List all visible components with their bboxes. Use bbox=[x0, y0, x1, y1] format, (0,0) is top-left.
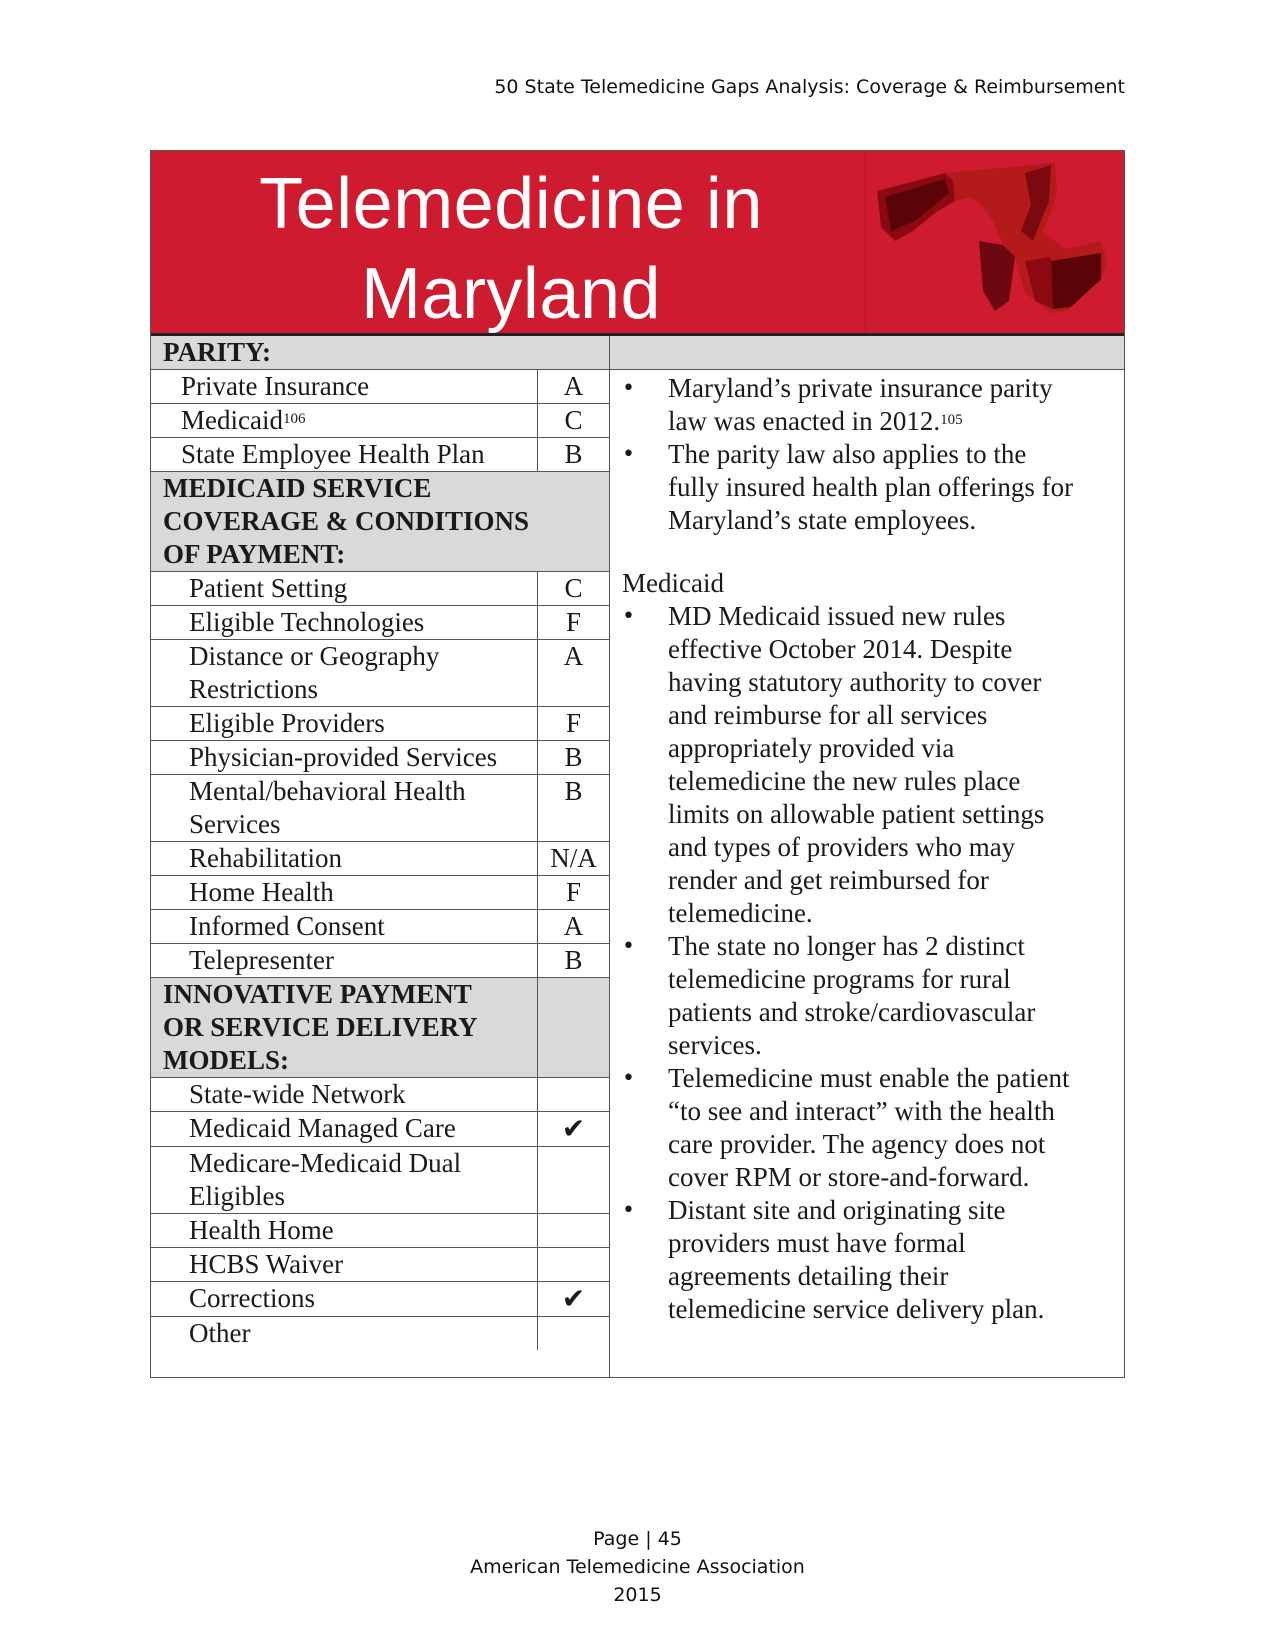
row-label: Corrections bbox=[189, 1283, 315, 1313]
row-mark bbox=[537, 1317, 609, 1350]
list-item bbox=[610, 600, 1124, 930]
table-row bbox=[151, 1112, 609, 1147]
banner-divider bbox=[865, 151, 866, 333]
row-label-line: Services bbox=[189, 809, 281, 839]
row-label-line: Distance or Geography bbox=[189, 641, 440, 671]
row-label: Medicaid Managed Care bbox=[189, 1113, 456, 1143]
running-header: 50 State Telemedicine Gaps Analysis: Coverage & Reimbursement bbox=[494, 76, 1125, 98]
note-line: fully insured health plan offerings for bbox=[668, 472, 1074, 502]
maryland-state-map-icon bbox=[875, 161, 1115, 321]
banner-title-line2: Maryland bbox=[360, 254, 662, 334]
table-row bbox=[151, 910, 609, 944]
row-label bbox=[151, 640, 537, 706]
table-row bbox=[151, 876, 609, 910]
row-label: Eligible Technologies bbox=[189, 607, 425, 637]
note-line: limits on allowable patient settings bbox=[668, 799, 1045, 829]
heading-line: COVERAGE & CONDITIONS bbox=[163, 506, 530, 536]
list-item bbox=[610, 930, 1124, 1062]
row-grade: A bbox=[537, 370, 609, 403]
row-mark bbox=[537, 1147, 609, 1213]
note-line: care provider. The agency does not bbox=[668, 1129, 1046, 1159]
row-grade: A bbox=[537, 640, 609, 706]
row-grade: B bbox=[537, 944, 609, 977]
table-row bbox=[151, 1282, 609, 1317]
note-line: telemedicine service delivery plan. bbox=[668, 1294, 1045, 1324]
row-grade: B bbox=[537, 775, 609, 841]
row-mark bbox=[537, 1248, 609, 1281]
row-label-line: Restrictions bbox=[189, 674, 318, 704]
row-grade: C bbox=[537, 404, 609, 437]
note-line bbox=[668, 405, 1110, 438]
note-line: • Telemedicine must enable the patient bbox=[668, 1063, 1070, 1093]
table-row bbox=[151, 438, 609, 472]
table-row bbox=[151, 741, 609, 775]
row-label: Other bbox=[189, 1318, 251, 1348]
note-line: • MD Medicaid issued new rules bbox=[668, 601, 1006, 631]
table-row bbox=[151, 842, 609, 876]
row-label: Private Insurance bbox=[181, 371, 370, 401]
note-line: “to see and interact” with the health bbox=[668, 1096, 1055, 1126]
innovative-heading bbox=[151, 978, 537, 1077]
note-line: render and get reimbursed for bbox=[668, 865, 989, 895]
note-line: • Maryland’s private insurance parity bbox=[668, 373, 1053, 403]
note-line: telemedicine the new rules place bbox=[668, 766, 1021, 796]
row-grade: F bbox=[537, 707, 609, 740]
state-summary-table bbox=[150, 150, 1125, 1378]
table-row bbox=[151, 606, 609, 640]
table-row bbox=[151, 1078, 609, 1112]
medicaid-notes-heading: Medicaid bbox=[622, 568, 724, 598]
row-label: Telepresenter bbox=[189, 945, 335, 975]
row-label: Physician-provided Services bbox=[189, 742, 498, 772]
footnote-ref: 105 bbox=[940, 412, 963, 428]
heading-line: MEDICAID SERVICE bbox=[163, 473, 432, 503]
heading-line: OF PAYMENT: bbox=[163, 539, 346, 569]
row-mark bbox=[537, 1282, 609, 1316]
table-row bbox=[151, 640, 609, 707]
note-line: • The state no longer has 2 distinct bbox=[668, 931, 1025, 961]
table-row bbox=[151, 370, 609, 404]
row-label: Rehabilitation bbox=[189, 843, 342, 873]
row-label: Health Home bbox=[189, 1215, 334, 1245]
row-grade: A bbox=[537, 910, 609, 943]
notes-header-cell bbox=[610, 336, 1124, 370]
table-row bbox=[151, 944, 609, 978]
list-item bbox=[610, 1062, 1124, 1194]
footnote-ref: 106 bbox=[282, 411, 306, 427]
row-mark bbox=[537, 1078, 609, 1111]
page-footer bbox=[0, 1525, 1275, 1609]
heading-line: MODELS: bbox=[163, 1045, 290, 1075]
note-line: providers must have formal bbox=[668, 1228, 966, 1258]
table-row bbox=[151, 1317, 609, 1350]
heading-line: INNOVATIVE PAYMENT bbox=[163, 979, 472, 1009]
row-grade: F bbox=[537, 876, 609, 909]
row-label-line: Mental/behavioral Health bbox=[189, 776, 466, 806]
row-label: Eligible Providers bbox=[189, 708, 385, 738]
page-number: Page | 45 bbox=[593, 1528, 682, 1550]
check-mark-icon: ✔ bbox=[561, 1112, 586, 1145]
row-label: Informed Consent bbox=[189, 911, 385, 941]
row-label: State Employee Health Plan bbox=[181, 439, 485, 469]
note-line: and types of providers who may bbox=[668, 832, 1016, 862]
row-label: State-wide Network bbox=[189, 1079, 406, 1109]
row-grade: B bbox=[537, 741, 609, 774]
footer-organization: American Telemedicine Association bbox=[470, 1556, 805, 1578]
list-item bbox=[610, 1194, 1124, 1326]
table-row bbox=[151, 1147, 609, 1214]
notes-column bbox=[609, 336, 1124, 1377]
row-grade: F bbox=[537, 606, 609, 639]
note-line: telemedicine. bbox=[668, 898, 813, 928]
note-line: telemedicine programs for rural bbox=[668, 964, 1011, 994]
table-row bbox=[151, 1248, 609, 1282]
row-label: Home Health bbox=[189, 877, 334, 907]
note-line: Maryland’s state employees. bbox=[668, 505, 977, 535]
note-line: services. bbox=[668, 1030, 762, 1060]
row-label bbox=[151, 775, 537, 841]
parity-heading: PARITY: bbox=[151, 336, 609, 370]
list-item bbox=[610, 372, 1124, 438]
parity-notes bbox=[610, 372, 1124, 537]
note-line: effective October 2014. Despite bbox=[668, 634, 1013, 664]
row-label: Patient Setting bbox=[189, 573, 348, 603]
innovative-heading-row bbox=[151, 978, 609, 1078]
note-line: • The parity law also applies to the bbox=[668, 439, 1027, 469]
row-label-text: Medicaid bbox=[181, 405, 283, 435]
medicaid-service-heading bbox=[151, 472, 609, 572]
medicaid-notes bbox=[610, 600, 1124, 1326]
note-line: cover RPM or store-and-forward. bbox=[668, 1162, 1030, 1192]
note-line: having statutory authority to cover bbox=[668, 667, 1042, 697]
list-item bbox=[610, 438, 1124, 537]
row-grade: C bbox=[537, 572, 609, 605]
footer-year: 2015 bbox=[613, 1584, 662, 1606]
note-line: agreements detailing their bbox=[668, 1261, 949, 1291]
banner-title-line1: Telemedicine in bbox=[259, 164, 763, 244]
row-label bbox=[151, 1147, 537, 1213]
row-mark bbox=[537, 1112, 609, 1146]
row-label-line: Eligibles bbox=[189, 1181, 285, 1211]
title-banner bbox=[151, 151, 1124, 336]
banner-title bbox=[171, 159, 851, 339]
row-grade: N/A bbox=[537, 842, 609, 875]
note-line: appropriately provided via bbox=[668, 733, 955, 763]
check-mark-icon: ✔ bbox=[561, 1282, 586, 1315]
table-row bbox=[151, 1214, 609, 1248]
row-mark bbox=[537, 1214, 609, 1247]
heading-grade-cell bbox=[537, 978, 609, 1077]
table-row bbox=[151, 775, 609, 842]
note-line: • Distant site and originating site bbox=[668, 1195, 1006, 1225]
note-line-text: law was enacted in 2012. bbox=[668, 406, 941, 436]
note-line: and reimburse for all services bbox=[668, 700, 988, 730]
heading-line: OR SERVICE DELIVERY bbox=[163, 1012, 478, 1042]
table-row bbox=[151, 572, 609, 606]
table-row bbox=[151, 404, 609, 438]
note-line: patients and stroke/cardiovascular bbox=[668, 997, 1036, 1027]
row-grade: B bbox=[537, 438, 609, 471]
row-label-line: Medicare-Medicaid Dual bbox=[189, 1148, 462, 1178]
table-row bbox=[151, 707, 609, 741]
row-label: HCBS Waiver bbox=[189, 1249, 344, 1279]
grades-column bbox=[151, 336, 609, 1350]
row-label bbox=[151, 404, 537, 437]
